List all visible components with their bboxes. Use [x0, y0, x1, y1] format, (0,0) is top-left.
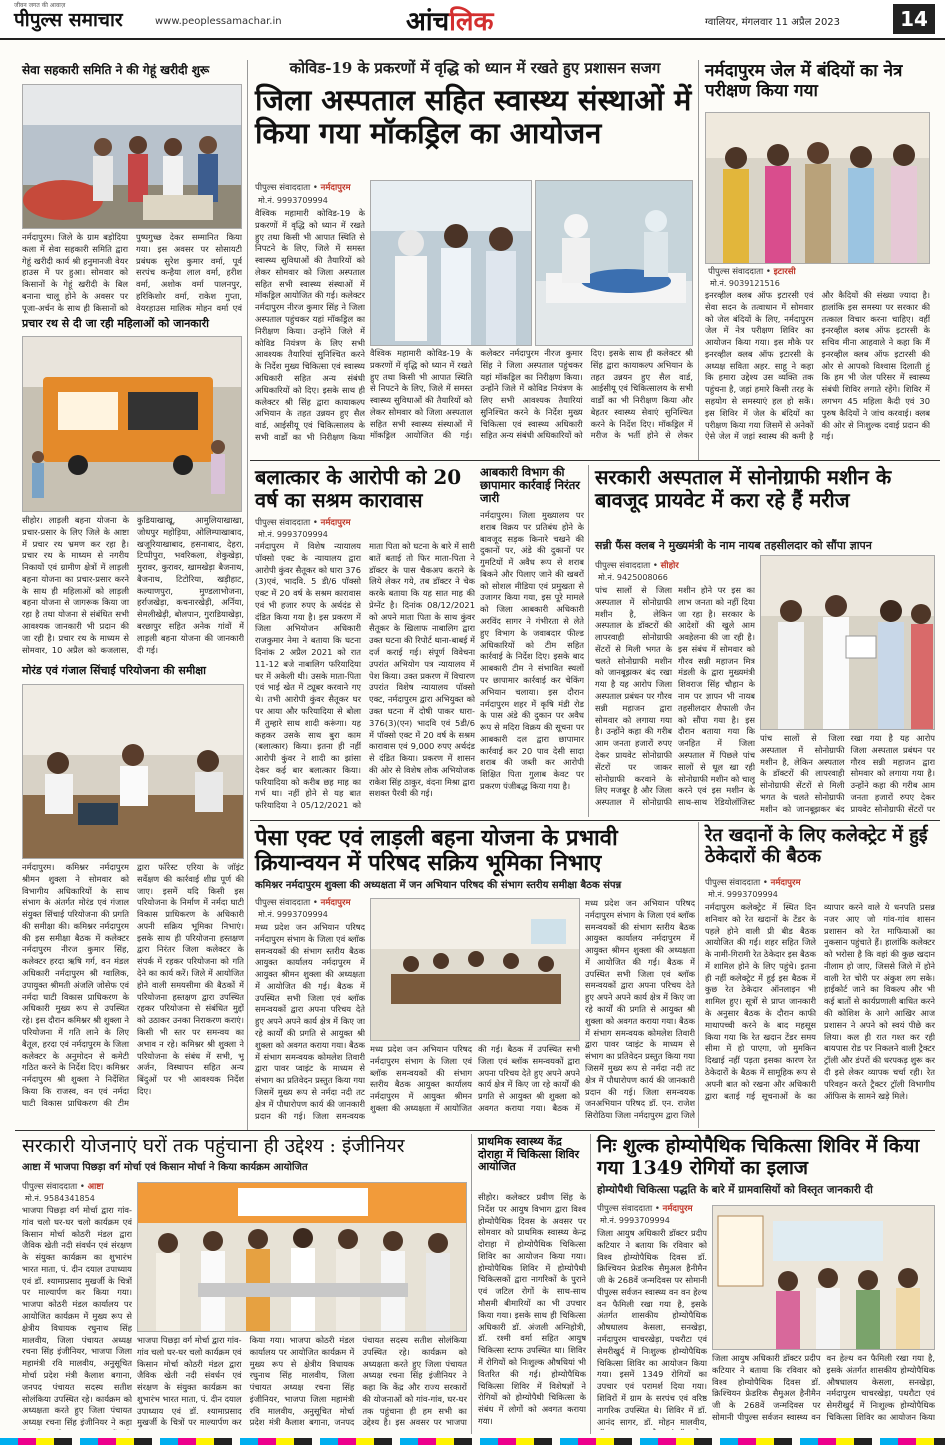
column-divider	[247, 60, 248, 1130]
jail-byline: पीपुल्स संवाददाता • इटारसी	[708, 267, 796, 277]
jail-mobile: मो.नं. 9039121516	[710, 279, 780, 288]
homeo-headline: निः शुल्क होम्योपैथिक चिकित्सा शिविर में किया गया 1349 रोगियों का इलाज	[597, 1135, 920, 1179]
mockdrill-mobile: मो.नं. 9993709994	[258, 196, 328, 205]
engineer-kicker: आष्टा में भाजपा पिछड़ा वर्ग मोर्चा एवं किसान मोर्चा ने किया कार्यक्रम आयोजित	[22, 1162, 308, 1173]
engineer-photo	[137, 1182, 467, 1332]
sonography-byline: पीपुल्स संवाददाता • सीहोर	[595, 561, 679, 571]
mockdrill-kicker: कोविड-19 के प्रकरणों में वृद्धि को ध्यान में रखते हुए प्रशासन सजग	[289, 59, 661, 77]
council-meeting-illustration	[371, 899, 580, 1041]
engineer-headline: सरकारी योजनाएं घरों तक पहुंचाना ही उद्देश्य : इंजीनियर	[22, 1135, 405, 1157]
rath-photo	[22, 336, 242, 512]
pesa-kicker: कमिश्नर नर्मदापुरम शुक्ला की अध्यक्षता में जन अभियान परिषद की संभाग स्तरीय समीक्षा बैठक संपन्न	[255, 880, 622, 891]
section-rule	[15, 1130, 935, 1131]
phc-story: सीहोर। कलेक्टर प्रवीण सिंह के निर्देश पर आयुष विभाग द्वारा विश्व होम्योपैथिक दिवस के अवसर पर सोमवार को प्राथमिक स्वास्थ्य केन्द्र दोराहा में होम्योपैथिक चिकित्सा शिविर का आयोजन किया गया। होम्योपैथिक शिविर में होम्योपैथी चिकित्सकों द्वारा नागरिकों के पुराने एवं जटिल रोगों के साथ-साथ मौसमी बीमारियों का भी उपचार किया गया। इसके साथ ही चिकित्सा अधिकारी डॉ. अंजली अग्निहोत्री, डॉ. रश्मी वर्मा सहित आयुष चिकित्सा स्टाफ उपस्थित था। शिविर में रोगियों को निःशुल्क औषधियां भी वितरित की गई। होम्योपैथिक चिकित्सा शिविर में विशेषज्ञों ने रोगियों को होम्योपैथी चिकित्सा के संबंध में लोगों को अवगत कराया गया।	[478, 1192, 586, 1426]
homeo-story-col2: जिला आयुष अधिकारी डॉक्टर प्रदीप कटियार ने बताया कि रविवार को विश्व होम्योपैथिक दिवस डॉ. क्रिश्चियन फ्रेडरिक सैमुअल हैनीमैन जी के 268वें जन्मदिवस पर सोमानी पीपुल्स सर्वजन स्वास्थ्य वन वन हेल्थ वन फैमिली रखा गया है, इसके अंतर्गत शासकीय होम्योपैथिक औषधालय केसला, सनखेड़ा, नर्मदापुरम चाचरखेड़ा, पथरौटा एवं सेमरीखुर्द में निःशुल्क होम्योपैथिक चिकित्सा शिविर का आयोजन किया	[712, 1353, 935, 1422]
column-divider	[588, 465, 589, 817]
phc-headline: प्राथमिक स्वास्थ्य केंद्र दोराहा में चिकित्सा शिविर आयोजित	[478, 1135, 580, 1174]
mockdrill-byline: पीपुल्स संवाददाता • नर्मदापुरम	[255, 183, 351, 193]
rath-story: सीहोर। लाड़ली बहना योजना के प्रचार-प्रसार के लिए जिले के आष्टा में प्रचार रथ भ्रमण कर रहा है। प्रचार रथ के माध्यम से नगरीय निकायों एवं ग्रामीण क्षेत्रों में लाड़ली बहना योजना का प्रचार-प्रसार करने के साथ ही महिलाओं को लाड़ली बहना योजना से जागरूक किया जा रहा है तथा योजना से संबंधित सभी आवश्यक जानकारी भी प्रदान की जा रही है। प्रचार रथ के माध्यम से सोमवार, 10 अप्रैल को कजलास, कुडियाखाखू, आमुलियाखाखा, जोधपुर महोड़िया, ओलिम्पाखाबाद, खजूरियाखाबाद, हसनाबाद, देहरा, टिप्पीपुरा, भवरिकला, शेकुखेड़ा, मुरावर, कुरावर, खामखेड़ा बैजनाथ, बैजनाथ, टिटोरिया, खड़ीहाट, कल्याणपुरा, मुण्डलाभोजना, हर्राजखेड़ा, कचनारखेड़ी, अर्निया, सेमलीखेड़ी, बोलपान, गुराडियाखेड़ा, बरछापुर सहित अनेक गांवों में लाड़ली बहना योजना की जानकारी दी गई।	[22, 515, 244, 655]
mockdrill-photo-patient	[535, 180, 693, 346]
sand-headline: रेत खदानों के लिए कलेक्ट्रेट में हुई ठेकेदारों की बैठक	[705, 825, 928, 867]
excise-story: नर्मदापुरम। जिला मुख्यालय पर शराब विक्रय पर प्रतिबंध होने के बावजूद सड़क किनारे चखने की दुकानों पर, अंडे की दुकानों पर गुमटियों में अवैध रूप से शराब बिकने और पिलाए जाने की खबरों को सोशल मीडिया एवं प्रमुखता से उजागर किया गया, इस पूरे मामले को जिला आबकारी अधिकारी अरविंद सागर ने गंभीरता से लेते हुए विभाग के जवाबदार फील्ड अधिकारियों को टीम सहित कार्रवाई के निर्देश दिए। इसके बाद आबकारी टीम ने संभावित स्थलों पर छापामार कार्रवाई कर चेकिंग अभियान चलाया। इस दौरान नर्मदापुरम शहर में कृषि मंडी रोड के पास अंडे की दुकान पर अवैध रूप से मदिरा विक्रय की सूचना पर आबकारी दल द्वारा छापामार कार्रवाई कर 20 पाव देसी सादा शराब की जब्ती कर आरोपी शिक्षित पिता गुलाब केवट पर प्रकरण पंजीबद्ध किया गया है।	[480, 510, 584, 791]
column-divider	[698, 822, 699, 1128]
pesa-headline: पेसा एक्ट एवं लाड़ली बहना योजना के प्रभावी क्रियान्वयन में परिषद सक्रिय भूमिका निभाए	[255, 825, 618, 877]
collector-hospital-illustration	[371, 181, 532, 346]
mockdrill-story-col1: वैश्विक महामारी कोविड-19 के प्रकरणों में वृद्धि को ध्यान में रखते हुए तथा किसी भी आपात स्थिति से निपटने के लिए, जिले में समस्त स्वास्थ्य सुविधाओं की तैयारियों को लेकर सोमवार को जिला अस्पताल सहित सभी स्वास्थ्य संस्थाओं में मॉकड्रिल आयोजित की गई। कलेक्टर नर्मदापुरम नीरज कुमार सिंह ने जिला अस्पताल पहुंचकर यहां मॉकड्रिल का निरीक्षण किया। उन्होंने जिले में कोविड नियंत्रण के लिए सभी आवश्यक तैयारियां सुनिश्चित करने के निर्देश मुख्य चिकित्सा एवं स्वास्थ्य अधिकारी सहित अन्य संबंधी अधिकारियों को दिए। इसके साथ ही कलेक्टर श्री सिंह द्वारा कायाकल्प अभियान के तहत उन्नयन हुए सैल वार्ड, आईसीयू एवं चिकित्सालय के सभी वार्डों का भी निरीक्षण किया	[255, 208, 365, 442]
engineer-byline: पीपुल्स संवाददाता • आष्टा	[22, 1182, 104, 1192]
homeo-kicker: होम्योपैथी चिकित्सा पद्धति के बारे में ग्रामवासियों को विस्तृत जानकारी दी	[597, 1184, 873, 1196]
homeo-mobile: मो.नं. 9993709994	[600, 1216, 670, 1225]
homeo-photo	[712, 1205, 935, 1350]
page-number: 14	[893, 4, 935, 34]
mockdrill-photo-collector	[370, 180, 532, 346]
wheat-photo	[22, 84, 242, 229]
rape-story: नर्मदापुरम में विशेष न्यायालय पॉक्सो एक्ट के न्यायालय द्वारा आरोपी कुंवर सैतूकर को धारा 376 (3)एवं, भादवि. 5 डी/6 पॉक्सो एक्ट में 20 वर्ष के सश्रम कारावास एवं भी हजार रुपए के अर्थदंड से दंडित किया गया है। इस प्रकरण में जिला अभियोजन अधिकारी राजकुमार नेमा ने बताया कि घटना दिनांक 2 अप्रैल 2021 को रात 11-12 बजे नाबालिग फरियादिया घर में अकेली थी। उसके माता-पिता एवं भाई खेत में ट्यूबर करवाने गए थे। तभी आरोपी कुंवर सैतूकर घर पर आया और फरियादिया से बोला मैं तुम्हारे साथ शादी करूंगा। यह कहकर उसके साथ बुरा काम (बलात्कार) किया। इतना ही नहीं आरोपी कुंवर ने शादी का झांसा देकर कई बार बलात्कार किया। फरियादिया को करीब छह माह का गर्भ था। नहीं होने से यह बात फरियादिया ने 05/12/2021 को माता पिता को घटना के बारे में सारी बातें बताई तो फिर माता-पिता ने डॉक्टर के पास चैकअप कराने के लिये लेकर गये, तब डॉक्टर ने चेक करके बताया कि यह सात माह की प्रेग्नेंट है। दिनांक 08/12/2021 को अपने माता पिता के साथ कुंवर सैतूकर के खिलाफ नाबालिग द्वारा उक्त घटना की रिपोर्ट थाना-बाबई में दर्ज कराई गई। संपूर्ण विवेचना उपरांत अभियोग पत्र न्यायालय में पेश किया। उक्त प्रकरण में विचारण उपरांत विशेष न्यायालय पॉक्सो एक्ट, नर्मदापुरम द्वारा अभियुक्त को उक्त घटना में दोषी पाकर धारा- 376(3)(एन) भादवि एवं 5डी/6 में पॉक्सो एक्ट में 20 वर्ष के सश्रम कारावास एवं 9,000 रुपए अर्थदंड से दंडित किया। प्रकरण में शासन की ओर से विशेष लोक अभियोजक राकेश सिंह ठाकुर, वंदना मिश्रा द्वारा सशक्त पैरवी की गई।	[255, 541, 475, 811]
irrigation-story: नर्मदापुरम। कमिश्नर नर्मदापुरम श्रीमन शुक्ला ने सोमवार को विभागीय अधिकारियों के साथ संभाग के अंतर्गत मोरंड एवं गंजाल संयुक्त सिंचाई परियोजना की प्रगति की समीक्षा की। कमिश्नर नर्मदापुरम की इस समीक्षा बैठक में कलेक्टर नर्मदापुरम नीरज कुमार सिंह, कलेक्टर हरदा ऋषि गर्ग, वन मंडल अधिकारी नर्मदापुरम श्री ग्वालिक, उपायुक्त श्रीमती अंजलि जोसेफ एवं नर्मदा घाटी विकास प्राधिकरण के अधिकारी मुख्य रूप से उपस्थित रहे। इस दौरान कमिश्नर श्री शुक्ला ने परियोजना में गति लाने के लिए बैतूल, हरदा एवं नर्मदापुरम के जिला कलेक्टर के अनुमोदन से कमेटी गठित करने के निर्देश दिए। कमिश्नर नर्मदापुरम श्री शुक्ला ने निर्देशित किया कि राजस्व, वन एवं नर्मदा घाटी विकास प्राधिकरण की टीम द्वारा फॉरेस्ट एरिया के जॉइंट सर्वेक्षण की कार्रवाई शीघ्र पूर्ण की जाए। इसमें यदि किसी इस परियोजना के निर्माण में नर्मदा घाटी विकास प्राधिकरण के अधिकारी अपनी सक्रिय भूमिका निभाएं। इसके साथ ही परियोजना हस्तक्षण द्वारा निरंतर जिला कलेक्टर के संपर्क में रहकर परियोजना को गति देने का कार्य करें। जिले में आयोजित होने वाली समयसीमा की बैठकों में परियोजना हस्तक्षण द्वारा उपस्थित रहकर परियोजना से संबंधित मुद्दों को उठाकर उनका निराकरण कराएं। किसी भी स्तर पर समन्वय का अभाव न रहे। कमिश्नर श्री शुक्ला ने परियोजना के संबंध में सभी, भू अर्जन, विस्थापन सहित अन्य बिंदुओं पर भी आवश्यक निर्देश दिए।	[22, 862, 244, 1108]
masthead	[0, 0, 945, 40]
mockdrill-headline: जिला अस्पताल सहित स्वास्थ्य संस्थाओं में किया गया मॉकड्रिल का आयोजन	[255, 83, 692, 151]
section-rule	[250, 820, 940, 821]
sand-mobile: मो.नं. 9993709994	[708, 890, 778, 899]
jail-story: इनरव्हील क्लब ऑफ इटारसी एवं सेवा सदन के तत्वाधान में सोमवार को जेल बंदियों के लिए, नर्मदापुरम जेल में नेत्र परीक्षण शिविर का आयोजन किया गया। इस मौके पर इनरव्हील क्लब ऑफ इटारसी के अध्यक्ष सविता अहर. साहू ने कहा कि हमारा उद्देश्य उस व्यक्ति तक पहुंचना है, जहां हमारे किसी तरह के सहयोग से समस्याएं हल हो सकें। इस शिविर में जेल के बंदियों का परीक्षण किया गया जिसमें से अनेकों ऐसे जेल में जहां स्वास्थ की कमी है और कैदियों की संख्या ज्यादा है। हालांकि इस समस्या पर सरकार की तत्काल विचार करना चाहिए। वहीं इनरव्हील क्लब ऑफ इटारसी के सचिव मीना आहवाले ने कहा कि मैं इनरव्हील क्लब ऑफ इटारसी की ओर से आपको विश्वास दिलाती हूं कि हम भी जेल परिसर में स्वास्थ्य संबंधी शिविर लगाते रहेंगे। शिविर में लगभग 45 महिला कैदी एवं 30 पुरुष कैदियों ने जांच करवाई। क्लब की ओर से निःशुल्क दवाई प्रदान की गई।	[705, 290, 930, 442]
engineer-story-col1: भाजपा पिछड़ा वर्ग मोर्चा द्वारा गांव-गांव चलो घर-घर चलो कार्यक्रम एवं किसान मोर्चा कोठरी मंडल द्वारा जैविक खेती नदी संवर्धन एवं संरक्षण के संयुक्त कार्यक्रम का शुभारंभ भारत माता, पं. दीन दयाल उपाध्याय एवं डॉ. श्यामाप्रसाद मुखर्जी के चित्रों पर माल्यार्पण कर किया गया। भाजपा कोठरी मंडल कार्यालय पर आयोजित कार्यक्रम में मुख्य रूप से क्षेत्रीय विधायक रघुनाथ सिंह मालवीय, जिला पंचायत अध्यक्ष रचना सिंह इंजीनियर, भाजपा जिला महामंत्री रवि मालवीय, अनुसूचित मोर्चा प्रदेश मंत्री कैलाश बगाना, जनपद पंचायत सदस्य सतीश सोलंकिया उपस्थित रहे। कार्यक्रम को अध्यक्षता करते हुए जिला पंचायत अध्यक्ष रचना सिंह इंजीनियर ने कहा	[22, 1205, 132, 1428]
section-rule	[250, 460, 940, 461]
jail-headline: नर्मदापुरम जेल में बंदियों का नेत्र परीक्षण किया गया	[705, 61, 903, 101]
dateline: ग्वालियर, मंगलवार 11 अप्रैल 2023	[705, 17, 841, 28]
sonography-mobile: मो.नं. 9425008066	[598, 573, 668, 582]
column-divider	[590, 1134, 591, 1434]
column-divider	[698, 60, 699, 460]
pesa-story-col2: मध्य प्रदेश जन अभियान परिषद नर्मदापुरम संभाग के जिला एवं ब्लॉक समन्वयकों की संभाग स्तरीय बैठक आयुक्त कार्यालय नर्मदापुरम में आयुक्त श्रीमन शुक्ला की अध्यक्षता में आयोजित की गई। बैठक में उपस्थित सभी जिला एवं ब्लॉक समन्वयकों द्वारा अपना परिचय देते हुए अपने अपने कार्य क्षेत्र में किए जा रहे कार्यों की प्रगति से आयुक्त श्री शुक्ला को अवगत कराया गया। बैठक में	[370, 1044, 580, 1113]
farmers-wheat-bags-illustration	[23, 85, 242, 229]
wheat-headline: सेवा सहकारी समिति ने की गेहूं खरीदी शुरू	[22, 63, 210, 77]
pesa-photo	[370, 898, 580, 1041]
sonography-headline: सरकारी अस्पताल में सोनोग्राफी मशीन के बावजूद प्रायवेट में करा रहे हैं मरीज	[595, 465, 892, 512]
engineer-story-col2: भाजपा पिछड़ा वर्ग मोर्चा द्वारा गांव-गांव चलो घर-घर चलो कार्यक्रम एवं किसान मोर्चा कोठरी मंडल द्वारा जैविक खेती नदी संवर्धन एवं संरक्षण के संयुक्त कार्यक्रम का शुभारंभ भारत माता, पं. दीन दयाल उपाध्याय एवं डॉ. श्यामाप्रसाद मुखर्जी के चित्रों पर माल्यार्पण कर किया गया। भाजपा कोठरी मंडल कार्यालय पर आयोजित कार्यक्रम में मुख्य रूप से क्षेत्रीय विधायक रघुनाथ सिंह मालवीय, जिला पंचायत अध्यक्ष रचना सिंह इंजीनियर, भाजपा जिला महामंत्री रवि मालवीय, अनुसूचित मोर्चा प्रदेश मंत्री कैलाश बगाना, जनपद पंचायत सदस्य सतीश सोलंकिया उपस्थित रहे। कार्यक्रम को अध्यक्षता करते हुए जिला पंचायत अध्यक्ष रचना सिंह इंजीनियर ने कहा कि केंद्र और राज्य सरकारों की योजनाओं को गांव-गांव, घर-घर तक पहुंचाना ही हम सभी का उद्देश्य है। इस अवसर पर भाजपा	[137, 1335, 467, 1428]
excise-headline: आबकारी विभाग की छापामार कार्रवाई निरंतर जारी	[480, 465, 580, 506]
pesa-story-col1: मध्य प्रदेश जन अभियान परिषद नर्मदापुरम संभाग के जिला एवं ब्लॉक समन्वयकों की संभाग स्तरीय बैठक आयुक्त कार्यालय नर्मदापुरम में आयुक्त श्रीमन शुक्ला की अध्यक्षता में आयोजित की गई। बैठक में उपस्थित सभी जिला एवं ब्लॉक समन्वयकों द्वारा अपना परिचय देते हुए अपने अपने कार्य क्षेत्र में किए जा रहे कार्यों की प्रगति से आयुक्त श्री शुक्ला को अवगत कराया गया। बैठक में संभाग समन्वयक कोमलेश तिवारी द्वारा पावर प्वाइंट के माध्यम से संभाग का प्रतिवेदन प्रस्तुत किया गया जिसमें मुख्य रूप से नर्मदा नदी तट क्षेत्र में पौधारोपण कार्य की जानकारी प्रदान की गई। जिला समन्वयक	[255, 922, 365, 1121]
sand-story: नर्मदापुरम कलेक्ट्रेट में स्थित दिन शनिवार को रेत खदानों के टेंडर के पहले होने वाली प्री बीड बैठक आयोजित की गई। शहर सहित जिले के नामी-गिरामी रेत ठेकेदार इस बैठक में शामिल होने के लिए पहुंचे। इतना ही नहीं कलेक्ट्रेट में हुई इस बैठक में कुछ रेत ठेकेदार ऑनलाइन भी शामिल हुए। सूत्रों से प्राप्त जानकारी के अनुसार बैठक के दौरान काफी माथापच्ची करने के बाद महसूस किया गया कि रेत खदान टेंडर समय सीमा में हो पाएगा, जो मुमकिन दिखाई नहीं पड़ता इसका कारण रेत ठेकेदारों के बैठक में सामूहिक रूप से अपनी बात को रखना और अधिकारी द्वारा बताई गई सूचनाओं के का व्यापार करने वाले ये धनपति प्रसन्न नजर आए जो गांव-गांव शासन प्रशासन को रेत माफियाओं का नुकसान पहुंचाते हैं। हालांकि कलेक्टर को भरोसा है कि वहां की कुछ खदान नीलाम हो जाए, जिससे जिले में होने वाली रेत चोरी पर अंकुश लग सके। हाईकोर्ट जाने का विकल्प और भी कई बातों से कार्यप्रणाली बाधित करने की कोशिश के आगे आखिर आज प्रशासन ने अपने को स्वयं पीछे कर लिया। कल ही रात गश्त कर रही बायपास रोड पर निकलने वाली ट्रैक्टर ट्रॉली और डंपरों की धरपकड़ शुरू कर दी इसे लेकर व्यापक चर्चा रही। रेत परिवहन करते ट्रैक्टर ट्रॉली विभागीय ऑफिस के सामने खड़े मिले।	[705, 902, 935, 1101]
homeo-camp-illustration	[713, 1206, 935, 1350]
pesa-mobile: मो.नं. 9993709994	[258, 910, 328, 919]
sonography-kicker: सन्नी फैंस क्लब ने मुख्यमंत्री के नाम नायब तहसीलदार को सौंपा ज्ञापन	[595, 539, 872, 552]
sonography-story-cont: पांच सालों से जिला अस्पताल में सोनोग्राफी मशीन है, लेकिन अस्पताल के डॉक्टरों की लापरवाही सोनोग्राफी सेंटरों से मिली भगत के चलते सोनोग्राफी मशीन को जानबूझकर बंद रखा गया है यह आरोप जिला अस्पताल प्रबंधन पर गौरव सन्नी महाजन द्वारा सोमवार को लगाया गया है। उन्होंने कहा की गरीब आम जनता हजारों रुपए देकर प्रायवेट सोनोग्राफी सेंटरों पर	[760, 733, 935, 814]
review-meeting-illustration	[23, 685, 244, 859]
website: www.peoplessamachar.in	[155, 16, 282, 27]
jail-photo	[705, 112, 930, 264]
ppe-patient-illustration	[536, 181, 693, 346]
pesa-byline: पीपुल्स संवाददाता • नर्मदापुरम	[255, 898, 351, 908]
engineer-mobile: मो.नं. 9584341854	[25, 1194, 95, 1203]
sand-byline: पीपुल्स संवाददाता • नर्मदापुरम	[705, 878, 801, 888]
homeo-byline: पीपुल्स संवाददाता • नर्मदापुरम	[597, 1204, 693, 1214]
wheat-story: नर्मदापुरम। जिले के ग्राम बड़ोदिया कला में सेवा सहकारी समिति द्वारा गेहूं खरीदी कार्य श्री हनुमानजी वेयर हाउस में पर हुआ। सोमवार को किसानों के गेहूं खरीदी के बिल बनाना चालू होने के अवसर पर पूजा-अर्चन के साथ ही किसानों को पुष्पगुच्छ देकर सम्मानित किया गया। इस अवसर पर सोसायटी प्रबंधक सुरेश कुमार वर्मा, पूर्व सरपंच कन्हैया लाल वर्मा, हरीश वर्मा, अशोक वर्मा पालनपुर, हरिकिशोर वर्मा, राकेश गुप्ता, वेयरहाउस मालिक मोहन वर्मा एवं	[22, 232, 242, 313]
column-divider	[471, 1134, 472, 1434]
irrigation-headline: मोरंड एवं गंजाल सिंचाई परियोजना की समीक्षा	[22, 664, 207, 677]
mockdrill-story-col2: वैश्विक महामारी कोविड-19 के प्रकरणों में वृद्धि को ध्यान में रखते हुए तथा किसी भी आपात स्थिति से निपटने के लिए, जिले में समस्त स्वास्थ्य सुविधाओं की तैयारियों को लेकर सोमवार को जिला अस्पताल सहित सभी स्वास्थ्य संस्थाओं में मॉकड्रिल आयोजित की गई। कलेक्टर नर्मदापुरम नीरज कुमार सिंह ने जिला अस्पताल पहुंचकर यहां मॉकड्रिल का निरीक्षण किया। उन्होंने जिले में कोविड नियंत्रण के लिए सभी आवश्यक तैयारियां सुनिश्चित करने के निर्देश मुख्य चिकित्सा एवं स्वास्थ्य अधिकारी सहित अन्य संबंधी अधिकारियों को दिए। इसके साथ ही कलेक्टर श्री सिंह द्वारा कायाकल्प अभियान के तहत उन्नयन हुए सैल वार्ड, आईसीयू एवं चिकित्सालय के सभी वार्डों का भी निरीक्षण किया और बेहतर स्वास्थ्य सेवाएं सुनिश्चित करने के निर्देश दिए। मॉकड्रिल में मरीज के भर्ती होने से लेकर	[370, 348, 693, 441]
pesa-story-col3: मध्य प्रदेश जन अभियान परिषद नर्मदापुरम संभाग के जिला एवं ब्लॉक समन्वयकों की संभाग स्तरीय बैठक आयुक्त कार्यालय नर्मदापुरम में आयुक्त श्रीमन शुक्ला की अध्यक्षता में आयोजित की गई। बैठक में उपस्थित सभी जिला एवं ब्लॉक समन्वयकों द्वारा अपना परिचय देते हुए अपने अपने कार्य क्षेत्र में किए जा रहे कार्यों की प्रगति से आयुक्त श्री शुक्ला को अवगत कराया गया। बैठक में संभाग समन्वयक कोमलेश तिवारी द्वारा पावर प्वाइंट के माध्यम से संभाग का प्रतिवेदन प्रस्तुत किया गया जिसमें मुख्य रूप से नर्मदा नदी तट क्षेत्र में पौधारोपण कार्य की जानकारी प्रदान की गई। जिला समन्वयक जनअभियान परिषद डॉ. एन. राजेश सिरोठिया जिला नर्मदापुरम द्वारा जिले	[585, 898, 695, 1121]
irrigation-photo	[22, 684, 244, 859]
homeo-story-col1: जिला आयुष अधिकारी डॉक्टर प्रदीप कटियार ने बताया कि रविवार को विश्व होम्योपैथिक दिवस डॉ. क्रिश्चियन फ्रेडरिक सैमुअल हैनीमैन जी के 268वें जन्मदिवस पर सोमानी पीपुल्स सर्वजन स्वास्थ्य वन वन हेल्थ वन फैमिली रखा गया है, इसके अंतर्गत शासकीय होम्योपैथिक औषधालय केसला, सनखेड़ा, नर्मदापुरम चाचरखेड़ा, पथरौटा एवं सेमरीखुर्द में निःशुल्क होम्योपैथिक चिकित्सा शिविर का आयोजन किया गया। इसमें 1349 रोगियों का उपचार एवं परामर्श दिया गया। शिविरों में ग्राम के सरपंच एवं वरिष्ठ नागरिक उपस्थित थे। शिविर में डॉ. आनंद सागर, डॉ. मोहन मालवीय,	[597, 1228, 707, 1427]
women-police-illustration	[706, 113, 930, 264]
bjp-event-illustration	[138, 1183, 467, 1332]
rape-byline: पीपुल्स संवाददाता • नर्मदापुरम	[255, 518, 351, 528]
rape-mobile: मो.नं. 9993709994	[258, 530, 328, 539]
registration-bar	[0, 1438, 945, 1445]
memorandum-illustration	[761, 556, 935, 730]
campaign-van-illustration	[23, 337, 242, 512]
sonography-photo	[760, 555, 935, 730]
rape-headline: बलात्कार के आरोपी को 20 वर्ष का सश्रम कारावास	[255, 465, 462, 512]
newspaper-logo: पीपुल्स समाचार	[14, 9, 123, 31]
rath-headline: प्रचार रथ से दी जा रही महिलाओं को जानकारी	[22, 317, 209, 330]
sonography-story: पांच सालों से जिला अस्पताल में सोनोग्राफी मशीन है, लेकिन अस्पताल के डॉक्टरों की लापरवाही सोनोग्राफी सेंटरों से मिली भगत के चलते सोनोग्राफी मशीन को जानबूझकर बंद रखा गया है यह आरोप जिला अस्पताल प्रबंधन पर गौरव सन्नी महाजन द्वारा सोमवार को लगाया गया है। उन्होंने कहा की गरीब आम जनता हजारों रुपए देकर प्रायवेट सोनोग्राफी सेंटरों पर जाकर सोनोग्राफी करवाने के लिए मजबूर है और जिला अस्पताल में सोनोग्राफी मशीन होने पर इस का लाभ जनता को नहीं दिया जा रहा है। सरकार के आदेशों की खुले आम अवहेलना की जा रही है। इस संबंध में सोमवार को गौरव सन्नी महाजन मित्र मंडली के द्वारा मुख्यमंत्री शिवराज सिंह चौहान के नाम पर ज्ञापन भी नायब तहसीलदार शैफाली जैन को सौंपा गया है। इस दौरान बताया गया कि जनहित में जिला अस्पताल में पिछले पांच सालों से धूल खा रही सोनोग्राफी मशीन को चालू करने एवं इस मशीन के साथ-साथ रेडियोलॉजिस्ट	[595, 585, 755, 808]
masthead-tagline: जीवन जगत की आवाज़	[14, 2, 66, 9]
section-title: आंचलिक	[406, 7, 494, 37]
